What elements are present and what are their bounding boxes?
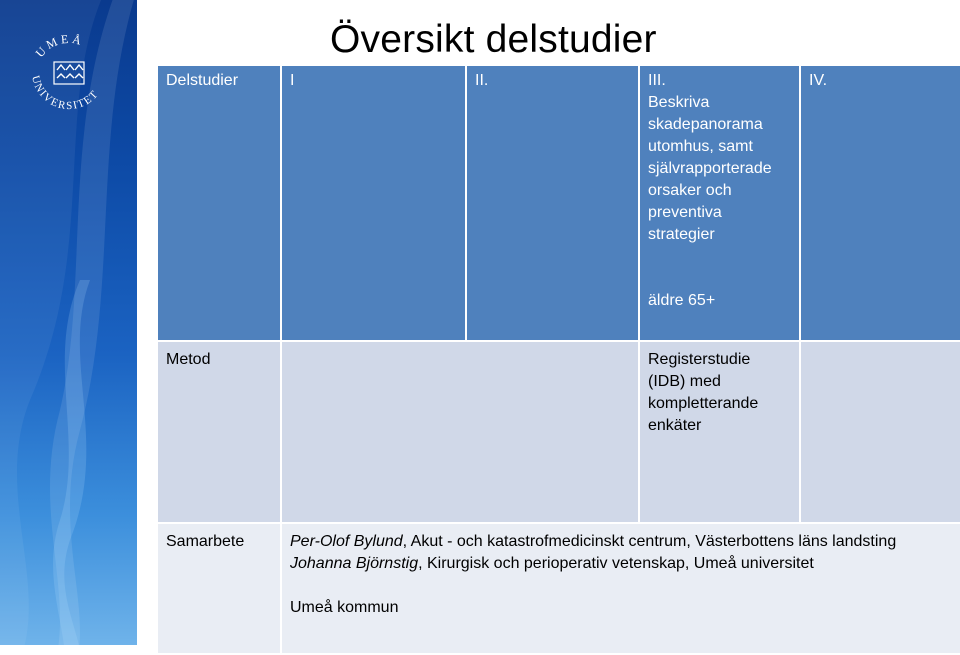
spacer	[648, 246, 791, 290]
metod-col3-text: Registerstudie (IDB) med kompletterande enkäter	[648, 351, 759, 434]
header-col3-description: Beskriva skadepanorama utomhus, samt självrapporterade orsaker och preventiva strategier	[648, 94, 772, 243]
university-logo	[24, 26, 114, 116]
substudies-table	[156, 64, 960, 655]
header-col1: I	[290, 72, 295, 89]
header-col2-cell	[466, 65, 639, 341]
header-col4: IV.	[809, 72, 828, 89]
table-row-samarbete	[157, 523, 960, 654]
header-col3-group: äldre 65+	[648, 292, 716, 309]
header-col1-cell	[281, 65, 466, 341]
page-title: Översikt delstudier	[330, 18, 657, 61]
collaborator-2-name: Johanna Björnstig	[290, 555, 419, 572]
collaborator-1	[290, 531, 952, 553]
samarbete-content-cell	[281, 523, 960, 654]
metod-col4-cell	[800, 341, 960, 523]
metod-label: Metod	[166, 351, 211, 368]
spacer	[290, 575, 952, 597]
header-col3-title: III.	[648, 72, 666, 89]
header-label: Delstudier	[166, 72, 239, 89]
collaborator-1-name: Per-Olof Bylund	[290, 533, 403, 550]
header-col2: II.	[475, 72, 489, 89]
collaborator-2-affiliation: , Kirurgisk och perioperativ vetenskap, Umeå universitet	[418, 555, 814, 572]
university-sidebar	[0, 0, 137, 645]
metod-empty-cell	[281, 341, 639, 523]
samarbete-label: Samarbete	[166, 533, 245, 550]
collaborator-1-affiliation: , Akut - och katastrofmedicinskt centrum, Västerbottens läns landsting	[402, 533, 897, 550]
metod-label-cell	[157, 341, 281, 523]
table-row-metod	[157, 341, 960, 523]
collaborator-3: Umeå kommun	[290, 599, 399, 616]
svg-text:UNIVERSITET: UNIVERSITET	[29, 74, 102, 113]
collaborator-2	[290, 553, 952, 575]
header-col4-cell	[800, 65, 960, 341]
header-col3-cell	[639, 65, 800, 341]
svg-text:UMEÅ: UMEÅ	[32, 31, 86, 61]
samarbete-label-cell	[157, 523, 281, 654]
table-header-row	[157, 65, 960, 341]
header-label-cell	[157, 65, 281, 341]
metod-col3-cell	[639, 341, 800, 523]
